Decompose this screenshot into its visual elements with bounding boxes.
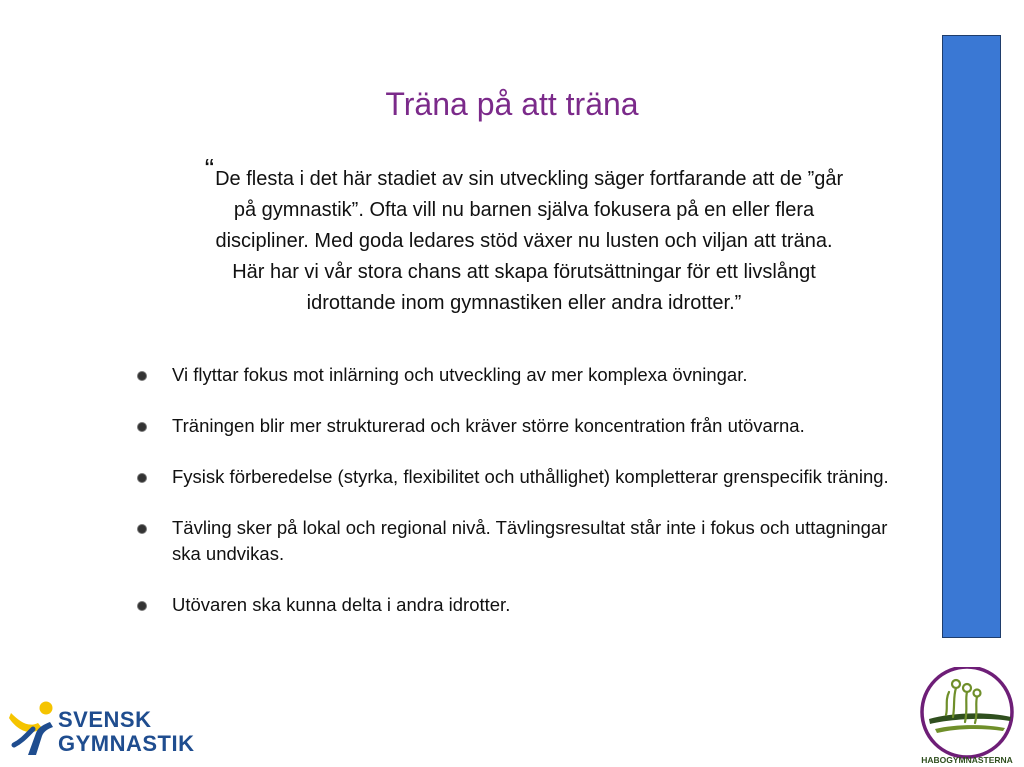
habo-gymnast-body — [953, 688, 956, 717]
bullet-text: Vi flyttar fokus mot inlärning och utveckling av mer komplexa övningar. — [172, 364, 748, 385]
habo-gymnast-head — [952, 680, 960, 688]
quote-line: på gymnastik”. Ofta vill nu barnen själva fokusera på en eller flera — [233, 199, 815, 221]
bullet-item — [136, 464, 896, 490]
habo-logo-text: HABOGYMNASTERNA — [921, 755, 1013, 765]
sg-logo-line2: GYMNASTIK — [58, 731, 195, 756]
quote-line — [130, 153, 918, 195]
bullet-dot-icon — [138, 423, 146, 431]
bullet-text: Tävling sker på lokal och regional nivå. Tävlingsresultat står inte i fokus och uttagningar ska undvikas. — [172, 517, 888, 564]
quote-line: discipliner. Med goda ledares stöd växer nu lusten och viljan att träna. — [215, 230, 833, 252]
quote-line-text: De flesta i det här stadiet av sin utveckling säger fortfarande att de ”går — [215, 168, 844, 190]
sg-logo-line1: SVENSK — [58, 707, 152, 732]
habo-gymnast-body — [975, 697, 977, 723]
bullet-text: Träningen blir mer strukturerad och kräver större koncentration från utövarna. — [172, 415, 805, 436]
svensk-gymnastik-logo — [6, 701, 195, 757]
bullet-dot-icon — [138, 372, 146, 380]
habo-gymnast-body — [965, 692, 967, 722]
habo-gymnast-head — [963, 684, 971, 692]
sg-arm-mark — [9, 713, 42, 732]
habogymnasterna-logo — [915, 667, 1024, 767]
bullet-text: Fysisk förberedelse (styrka, flexibilitet och uthållighet) kompletterar grenspecifik träning. — [172, 466, 889, 487]
bullet-item — [136, 413, 896, 439]
habo-ground-2 — [935, 725, 1005, 733]
bullet-dot-icon — [138, 525, 146, 533]
bullet-dot-icon — [138, 474, 146, 482]
bullet-list — [136, 362, 896, 618]
blue-side-bar — [942, 35, 1001, 638]
quote-line: Här har vi vår stora chans att skapa förutsättningar för ett livslångt — [232, 261, 816, 283]
gymnast-figure-icon — [6, 701, 58, 757]
bullet-dot-icon — [138, 602, 146, 610]
bullet-text: Utövaren ska kunna delta i andra idrotter. — [172, 594, 511, 615]
quote-line: idrottande inom gymnastiken eller andra idrotter.” — [306, 292, 742, 314]
habo-gymnast-head — [974, 690, 981, 697]
slide-title: Träna på att träna — [385, 86, 639, 122]
bullet-item — [136, 515, 896, 567]
open-quote-mark: “ — [204, 153, 215, 184]
sg-swoosh-mark — [14, 729, 33, 745]
quote-block — [130, 153, 918, 319]
bullet-item — [136, 362, 896, 388]
sg-head-mark — [40, 702, 53, 715]
bullet-item — [136, 592, 896, 618]
habo-ribbon — [946, 692, 949, 715]
habo-ground-1 — [929, 713, 1011, 724]
